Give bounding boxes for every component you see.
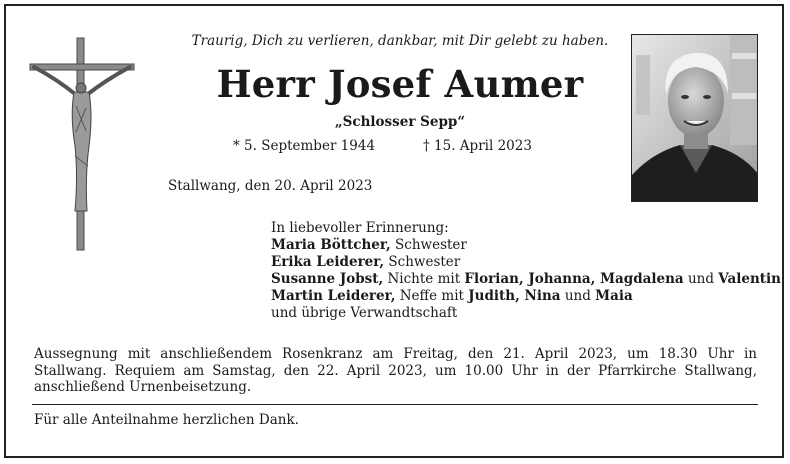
life-dates <box>233 138 532 154</box>
relative-name: Maia <box>595 288 633 304</box>
death-date: † 15. April 2023 <box>423 138 532 154</box>
divider <box>32 404 758 405</box>
portrait-photo <box>631 34 758 202</box>
relation-text: Schwester <box>390 237 467 253</box>
relation-text: Nichte mit <box>383 271 465 287</box>
birth-date: * 5. September 1944 <box>233 138 376 154</box>
deceased-name: Herr Josef Aumer <box>216 62 584 106</box>
relation-text: und <box>560 288 596 304</box>
memorial-intro: In liebevoller Erinnerung: <box>271 220 449 236</box>
funeral-notice: Aussegnung mit anschließendem Rosenkranz am Freitag, den 21. April 2023, um 18.30 Uhr in Stallwang. Requiem am Samstag, den 22. April 2023, um 10.00 Uhr in der Pfarrkirche Stallwang, anschließend Urnenbeisetzung. <box>34 346 757 395</box>
relation-text: Neffe mit <box>395 288 469 304</box>
relation-text: und übrige Verwandtschaft <box>271 305 458 321</box>
relative-name: Erika Leiderer, <box>271 254 385 270</box>
place-and-date: Stallwang, den 20. April 2023 <box>168 178 373 194</box>
memorial-entry <box>271 288 781 305</box>
relative-name: Maria Böttcher, <box>271 237 391 253</box>
memorial-entry <box>271 271 781 288</box>
relative-name: Florian, Johanna, Magdalena <box>464 271 684 287</box>
relative-name: Susanne Jobst, <box>271 271 384 287</box>
memorial-entry <box>271 305 781 322</box>
memorial-entry <box>271 237 781 254</box>
quote-line: Traurig, Dich zu verlieren, dankbar, mit Dir gelebt zu haben. <box>191 33 609 49</box>
relative-name: Judith, Nina <box>468 288 561 304</box>
crucifix-icon <box>28 36 136 252</box>
relative-name: Valentin <box>718 271 781 287</box>
memorial-list <box>271 220 781 322</box>
relation-text: und <box>683 271 719 287</box>
thanks-line: Für alle Anteilnahme herzlichen Dank. <box>34 412 299 428</box>
nickname: „Schlosser Sepp“ <box>334 114 466 130</box>
memorial-entry <box>271 254 781 271</box>
relation-text: Schwester <box>384 254 461 270</box>
relative-name: Martin Leiderer, <box>271 288 396 304</box>
